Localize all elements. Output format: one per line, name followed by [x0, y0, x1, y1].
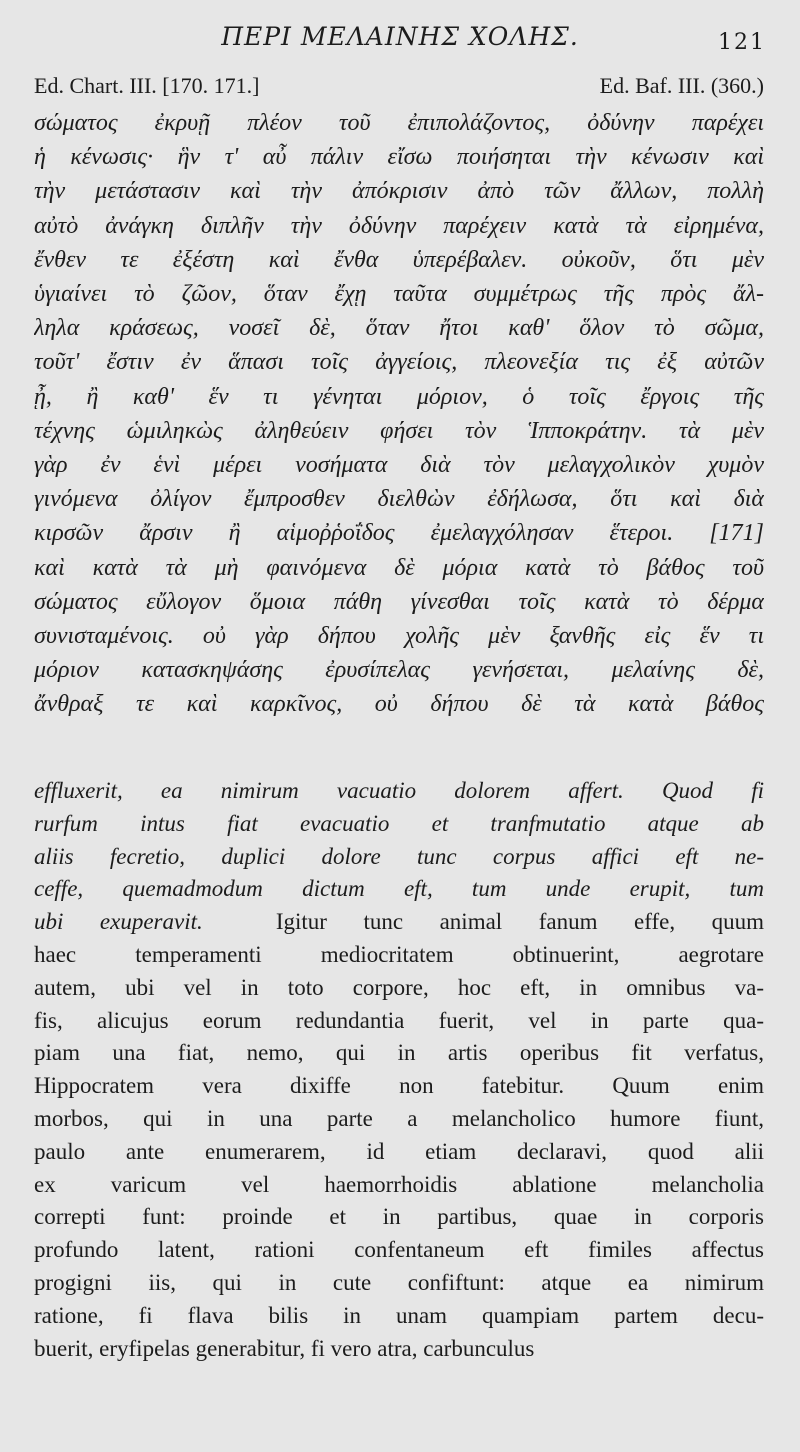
page-title: ΠΕΡΙ ΜΕΛΑΙΝΗΣ ΧΟΛΗΣ.: [221, 22, 579, 51]
latin-line: ex varicum vel haemorrhoidis ablatione melancholia: [34, 1171, 764, 1197]
running-header: [0, 22, 800, 62]
greek-line: γινόμενα ὀλίγον ἔμπροσθεν διελθὼν ἐδήλωσα, ὅτι καὶ διὰ: [34, 486, 764, 513]
edition-reference-right: Ed. Baf. III. (360.): [599, 73, 764, 98]
latin-line: buerit, eryfipelas generabitur, fi vero atra, carbunculus: [34, 1335, 535, 1361]
latin-line: effluxerit, ea nimirum vacuatio dolorem affert. Quod fi: [34, 778, 764, 803]
greek-line: καὶ κατὰ τὰ μὴ φαινόμενα δὲ μόρια κατὰ τὸ βάθος τοῦ: [34, 554, 764, 581]
latin-line: Hippocratem vera dixiffe non fatebitur. Quum enim: [34, 1073, 764, 1099]
latin-line: fis, alicujus eorum redundantia fuerit, vel in parte qua-: [34, 1007, 764, 1033]
latin-line: haec temperamenti mediocritatem obtinuerint, aegrotare: [34, 941, 764, 967]
latin-line: ratione, fi flava bilis in unam quampiam partem decu-: [34, 1302, 764, 1328]
edition-reference-line: [34, 73, 764, 99]
greek-line: ληλα κράσεως, νοσεῖ δὲ, ὅταν ἤτοι καθ' ὅλον τὸ σῶμα,: [34, 315, 764, 342]
page-number: 121: [718, 30, 766, 55]
greek-line: τοῦτ' ἔστιν ἐν ἅπασι τοῖς ἀγγείοις, πλεονεξία τις ἐξ αὐτῶν: [34, 349, 764, 376]
latin-line: aliis fecretio, duplici dolore tunc corpus affici eft ne-: [34, 843, 764, 869]
latin-line: rurfum intus fiat evacuatio et tranfmutatio atque ab: [34, 810, 764, 836]
greek-line: τέχνης ὡμιληκὼς ἀληθεύειν φήσει τὸν Ἱπποκράτην. τὰ μὲν: [34, 417, 764, 444]
latin-line: profundo latent, rationi confentaneum eft fimiles affectus: [34, 1237, 764, 1263]
greek-line: γὰρ ἐν ἑνὶ μέρει νοσήματα διὰ τὸν μελαγχολικὸν χυμὸν: [34, 452, 764, 479]
latin-italic-segment: ubi exuperavit.: [34, 909, 203, 935]
greek-line: τὴν μετάστασιν καὶ τὴν ἀπόκρισιν ἀπὸ τῶν ἄλλων, πολλὴ: [34, 178, 764, 205]
greek-line: αὐτὸ ἀνάγκη διπλῆν τὴν ὀδύνην παρέχειν κατὰ τὰ εἰρημένα,: [34, 212, 764, 239]
greek-line: ἔνθεν τε ἐξέστη καὶ ἔνθα ὑπερέβαλεν. οὐκοῦν, ὅτι μὲν: [34, 246, 764, 273]
greek-line: ἡ κένωσις· ἣν τ' αὖ πάλιν εἴσω ποιήσηται τὴν κένωσιν καὶ: [34, 144, 764, 171]
latin-line: paulo ante enumerarem, id etiam declaravi, quod alii: [34, 1138, 764, 1164]
latin-line: morbos, qui in una parte a melancholico humore fiunt,: [34, 1105, 764, 1131]
latin-line: piam una fiat, nemo, qui in artis operibus fit verfatus,: [34, 1040, 764, 1066]
latin-roman-segment: Igitur tunc animal fanum effe, quum: [275, 909, 764, 935]
latin-mixed-line: [34, 906, 764, 939]
greek-line: ἄνθραξ τε καὶ καρκῖνος, οὐ δήπου δὲ τὰ κατὰ βάθος: [34, 691, 764, 718]
latin-line: ceffe, quemadmodum dictum eft, tum unde erupit, tum: [34, 876, 764, 902]
latin-text-block: [34, 775, 764, 1365]
latin-line: progigni iis, qui in cute confiftunt: atque ea nimirum: [34, 1269, 764, 1295]
greek-line: ᾖ, ἢ καθ' ἕν τι γένηται μόριον, ὁ τοῖς ἔργοις τῆς: [34, 383, 764, 410]
greek-line: μόριον κατασκηψάσης ἐρυσίπελας γενήσεται, μελαίνης δὲ,: [34, 657, 764, 684]
greek-line: κιρσῶν ἄρσιν ἢ αἱμοῤῥοΐδος ἐμελαγχόλησαν ἕτεροι. [171]: [34, 520, 764, 547]
edition-reference-left: Ed. Chart. III. [170. 171.]: [34, 73, 260, 98]
greek-line: συνισταμένοις. οὐ γὰρ δήπου χολῆς μὲν ξανθῆς εἰς ἕν τι: [34, 623, 764, 650]
greek-line: σώματος εὔλογον ὅμοια πάθη γίνεσθαι τοῖς κατὰ τὸ δέρμα: [34, 588, 764, 615]
greek-line: ὑγιαίνει τὸ ζῶον, ὅταν ἔχῃ ταῦτα συμμέτρως τῆς πρὸς ἄλ-: [34, 281, 764, 308]
latin-line: correpti funt: proinde et in partibus, quae in corporis: [34, 1204, 764, 1230]
greek-line: σώματος ἐκρυῇ πλέον τοῦ ἐπιπολάζοντος, ὀδύνην παρέχει: [34, 110, 764, 136]
latin-line: autem, ubi vel in toto corpore, hoc eft, in omnibus va-: [34, 974, 764, 1000]
greek-text-block: [34, 106, 764, 722]
